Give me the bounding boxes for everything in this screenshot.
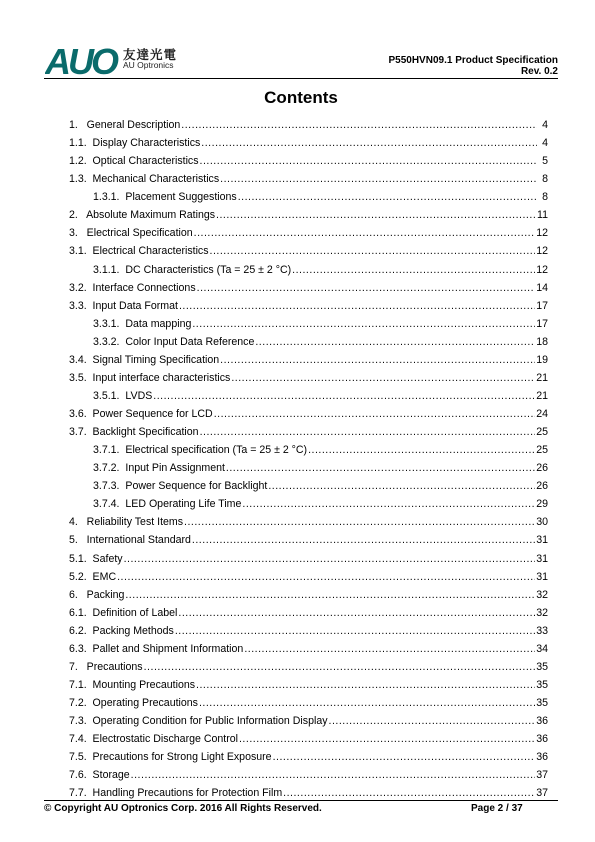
toc-entry-label[interactable]: 6.1. Definition of Label <box>69 606 178 619</box>
toc-entry-page[interactable]: 32 <box>536 606 548 619</box>
toc-entry-label[interactable]: 6.2. Packing Methods <box>69 624 174 637</box>
header-divider <box>44 78 558 79</box>
footer-divider <box>44 800 558 801</box>
toc-entry-label[interactable]: 1.2. Optical Characteristics <box>69 155 199 168</box>
toc-entry[interactable] <box>69 116 548 134</box>
company-name-chinese: 友達光電 <box>123 47 178 62</box>
toc-entry-label[interactable]: 3.4. Signal Timing Specification <box>69 353 220 366</box>
toc-entry[interactable] <box>69 748 548 766</box>
toc-entry-page[interactable]: 4 <box>542 119 548 131</box>
toc-entry[interactable] <box>69 676 548 694</box>
toc-entry[interactable] <box>69 206 548 224</box>
toc-entry[interactable] <box>69 387 548 405</box>
toc-entry-page[interactable]: 24 <box>536 408 548 420</box>
toc-dot-leader <box>216 206 536 224</box>
toc-dot-leader <box>175 622 535 640</box>
toc-dot-leader <box>196 676 535 694</box>
toc-entry-label[interactable]: 3. Electrical Specification <box>69 227 193 240</box>
toc-entry-page[interactable]: 31 <box>536 552 548 565</box>
logo-mark-text: AUO <box>45 44 116 76</box>
toc-dot-leader <box>200 423 536 441</box>
toc-dot-leader <box>124 550 536 568</box>
toc-entry-page[interactable]: 21 <box>536 371 548 384</box>
toc-entry-label[interactable]: 7.3. Operating Condition for Public Information Display <box>69 715 328 728</box>
toc-dot-leader <box>292 261 535 279</box>
toc-dot-leader <box>238 188 537 206</box>
toc-entry[interactable] <box>69 658 548 676</box>
toc-dot-leader <box>226 459 535 477</box>
toc-dot-leader <box>231 369 535 387</box>
toc-entry[interactable] <box>69 152 548 170</box>
toc-entry-page[interactable]: 12 <box>536 263 548 276</box>
toc-entry-label[interactable]: 2. Absolute Maximum Ratings <box>69 209 216 222</box>
toc-entry-page[interactable]: 11 <box>537 209 548 222</box>
toc-entry-label[interactable]: 6. Packing <box>69 588 125 601</box>
toc-entry-page[interactable]: 19 <box>536 353 548 366</box>
toc-entry[interactable] <box>69 640 548 658</box>
toc-dot-leader <box>239 730 535 748</box>
toc-entry-label[interactable]: 5.2. EMC <box>69 570 117 583</box>
toc-entry[interactable] <box>69 622 548 640</box>
toc-entry[interactable] <box>69 351 548 369</box>
toc-entry[interactable] <box>69 333 548 351</box>
toc-entry-page[interactable]: 35 <box>536 660 548 673</box>
toc-entry[interactable] <box>69 730 548 748</box>
toc-dot-leader <box>273 748 536 766</box>
toc-entry-label[interactable]: 7.1. Mounting Precautions <box>69 678 196 691</box>
toc-entry-page[interactable]: 32 <box>536 588 548 601</box>
toc-entry[interactable] <box>69 604 548 622</box>
toc-dot-leader <box>192 315 535 333</box>
toc-entry[interactable] <box>69 550 548 568</box>
toc-entry-page[interactable]: 33 <box>536 624 548 637</box>
toc-dot-leader <box>178 604 535 622</box>
toc-entry[interactable] <box>69 170 548 188</box>
toc-entry-page[interactable]: 30 <box>536 516 548 529</box>
toc-entry-label[interactable]: 3.3. Input Data Format <box>69 299 178 312</box>
toc-entry-page[interactable]: 25 <box>536 426 548 439</box>
toc-entry[interactable] <box>69 423 548 441</box>
toc-entry-page[interactable]: 12 <box>536 227 548 240</box>
toc-dot-leader <box>153 387 535 405</box>
toc-dot-leader <box>242 495 535 513</box>
toc-entry[interactable] <box>69 441 548 459</box>
toc-entry-label[interactable]: 3.3.2. Color Input Data Reference <box>93 335 255 348</box>
toc-dot-leader <box>179 297 535 315</box>
toc-entry-label[interactable]: 4. Reliability Test Items <box>69 516 184 529</box>
toc-entry-label[interactable]: 3.5.1. LVDS <box>93 389 153 402</box>
toc-entry-page[interactable]: 26 <box>536 462 548 475</box>
toc-entry-label[interactable]: 3.2. Interface Connections <box>69 281 196 294</box>
toc-dot-leader <box>117 568 535 586</box>
toc-entry[interactable] <box>69 369 548 387</box>
toc-entry-page[interactable]: 4 <box>542 137 548 150</box>
toc-dot-leader <box>201 134 537 152</box>
toc-entry-label[interactable]: 1.1. Display Characteristics <box>69 137 201 150</box>
toc-dot-leader <box>200 152 537 170</box>
toc-entry-label[interactable]: 3.7.2. Input Pin Assignment <box>93 462 225 475</box>
toc-entry[interactable] <box>69 315 548 333</box>
toc-dot-leader <box>220 170 537 188</box>
toc-dot-leader <box>214 405 536 423</box>
toc-entry[interactable] <box>69 405 548 423</box>
toc-entry-page[interactable]: 35 <box>536 678 548 691</box>
document-title: P550HVN09.1 Product Specification <box>388 55 558 66</box>
toc-entry[interactable] <box>69 297 548 315</box>
toc-entry-label[interactable]: 7.7. Handling Precautions for Protection Film <box>69 787 283 800</box>
toc-dot-leader <box>308 441 535 459</box>
toc-heading: Contents <box>264 88 338 107</box>
toc-entry-label[interactable]: 3.7. Backlight Specification <box>69 426 199 439</box>
toc-entry-page[interactable]: 5 <box>542 155 548 168</box>
toc-entry-label[interactable]: 3.7.4. LED Operating Life Time <box>93 498 242 511</box>
toc-entry-label[interactable]: 7.5. Precautions for Strong Light Exposure <box>69 751 272 764</box>
toc-entry-page[interactable]: 8 <box>542 191 548 204</box>
table-of-contents <box>69 116 548 802</box>
toc-entry[interactable] <box>69 477 548 495</box>
toc-entry[interactable] <box>69 134 548 152</box>
toc-entry-label[interactable]: 7.4. Electrostatic Discharge Control <box>69 733 238 746</box>
toc-entry-page[interactable]: 37 <box>536 769 548 782</box>
toc-entry-page[interactable]: 12 <box>536 245 548 258</box>
toc-entry-page[interactable]: 29 <box>536 498 548 511</box>
toc-dot-leader <box>199 694 535 712</box>
toc-entry[interactable] <box>69 513 548 531</box>
toc-entry-label[interactable]: 6.3. Pallet and Shipment Information <box>69 642 244 655</box>
toc-entry-page[interactable]: 36 <box>536 733 548 746</box>
toc-dot-leader <box>125 586 535 604</box>
toc-dot-leader <box>268 477 535 495</box>
toc-entry-page[interactable]: 34 <box>536 642 548 655</box>
toc-entry-page[interactable]: 36 <box>536 715 548 728</box>
toc-entry-label[interactable]: 1.3.1. Placement Suggestions <box>93 191 237 204</box>
toc-entry[interactable] <box>69 188 548 206</box>
toc-dot-leader <box>210 242 536 260</box>
toc-entry[interactable] <box>69 586 548 604</box>
toc-dot-leader <box>197 279 536 297</box>
toc-entry-page[interactable]: 25 <box>536 444 548 457</box>
toc-entry[interactable] <box>69 531 548 549</box>
toc-dot-leader <box>220 351 535 369</box>
toc-dot-leader <box>131 766 536 784</box>
toc-dot-leader <box>194 224 536 242</box>
toc-entry-label[interactable]: 3.7.3. Power Sequence for Backlight <box>93 480 268 493</box>
toc-entry-page[interactable]: 26 <box>536 480 548 493</box>
toc-entry-page[interactable]: 37 <box>536 787 548 800</box>
toc-dot-leader <box>255 333 535 351</box>
toc-entry[interactable] <box>69 224 548 242</box>
toc-dot-leader <box>181 116 537 134</box>
toc-entry[interactable] <box>69 242 548 260</box>
toc-entry-label[interactable]: 3.6. Power Sequence for LCD <box>69 408 213 420</box>
toc-entry[interactable] <box>69 694 548 712</box>
toc-entry-label[interactable]: 3.7.1. Electrical specification (Ta = 25 ± 2 °C) <box>93 444 308 457</box>
toc-entry[interactable] <box>69 261 548 279</box>
toc-entry-page[interactable]: 21 <box>536 389 548 402</box>
footer-copyright: © Copyright AU Optronics Corp. 2016 All Rights Reserved. <box>44 803 322 814</box>
toc-entry-page[interactable]: 18 <box>536 335 548 348</box>
toc-entry-label[interactable]: 7. Precautions <box>69 660 143 673</box>
toc-entry-label[interactable]: 1. General Description <box>69 119 181 131</box>
toc-entry-label[interactable]: 1.3. Mechanical Characteristics <box>69 173 220 186</box>
toc-entry[interactable] <box>69 459 548 477</box>
toc-dot-leader <box>184 513 535 531</box>
toc-entry-label[interactable]: 3.3.1. Data mapping <box>93 317 192 330</box>
company-name-english: AU Optronics <box>123 60 174 70</box>
toc-dot-leader <box>244 640 535 658</box>
toc-dot-leader <box>144 658 536 676</box>
toc-entry-page[interactable]: 14 <box>536 281 548 294</box>
toc-entry-page[interactable]: 35 <box>536 697 548 709</box>
toc-entry[interactable] <box>69 766 548 784</box>
toc-entry-label[interactable]: 7.2. Operating Precautions <box>69 697 198 709</box>
toc-dot-leader <box>192 531 535 549</box>
toc-dot-leader <box>329 712 536 730</box>
toc-entry-page[interactable]: 17 <box>536 299 548 312</box>
toc-entry-page[interactable]: 8 <box>542 173 548 186</box>
toc-entry[interactable] <box>69 568 548 586</box>
toc-entry-label[interactable]: 3.1. Electrical Characteristics <box>69 245 209 258</box>
footer-page-number: Page 2 / 37 <box>471 803 523 814</box>
toc-entry-label[interactable]: 5.1. Safety <box>69 552 123 565</box>
document-revision: Rev. 0.2 <box>520 66 558 77</box>
toc-entry-page[interactable]: 17 <box>536 317 548 330</box>
toc-entry-label[interactable]: 7.6. Storage <box>69 769 130 782</box>
toc-entry-label[interactable]: 3.1.1. DC Characteristics (Ta = 25 ± 2 °C) <box>93 263 292 276</box>
toc-entry-page[interactable]: 36 <box>536 751 548 764</box>
toc-entry[interactable] <box>69 712 548 730</box>
toc-entry[interactable] <box>69 279 548 297</box>
toc-entry-page[interactable]: 31 <box>536 534 548 547</box>
toc-entry-label[interactable]: 3.5. Input interface characteristics <box>69 371 231 384</box>
toc-entry-page[interactable]: 31 <box>536 570 548 583</box>
toc-entry[interactable] <box>69 495 548 513</box>
toc-entry-label[interactable]: 5. International Standard <box>69 534 191 547</box>
